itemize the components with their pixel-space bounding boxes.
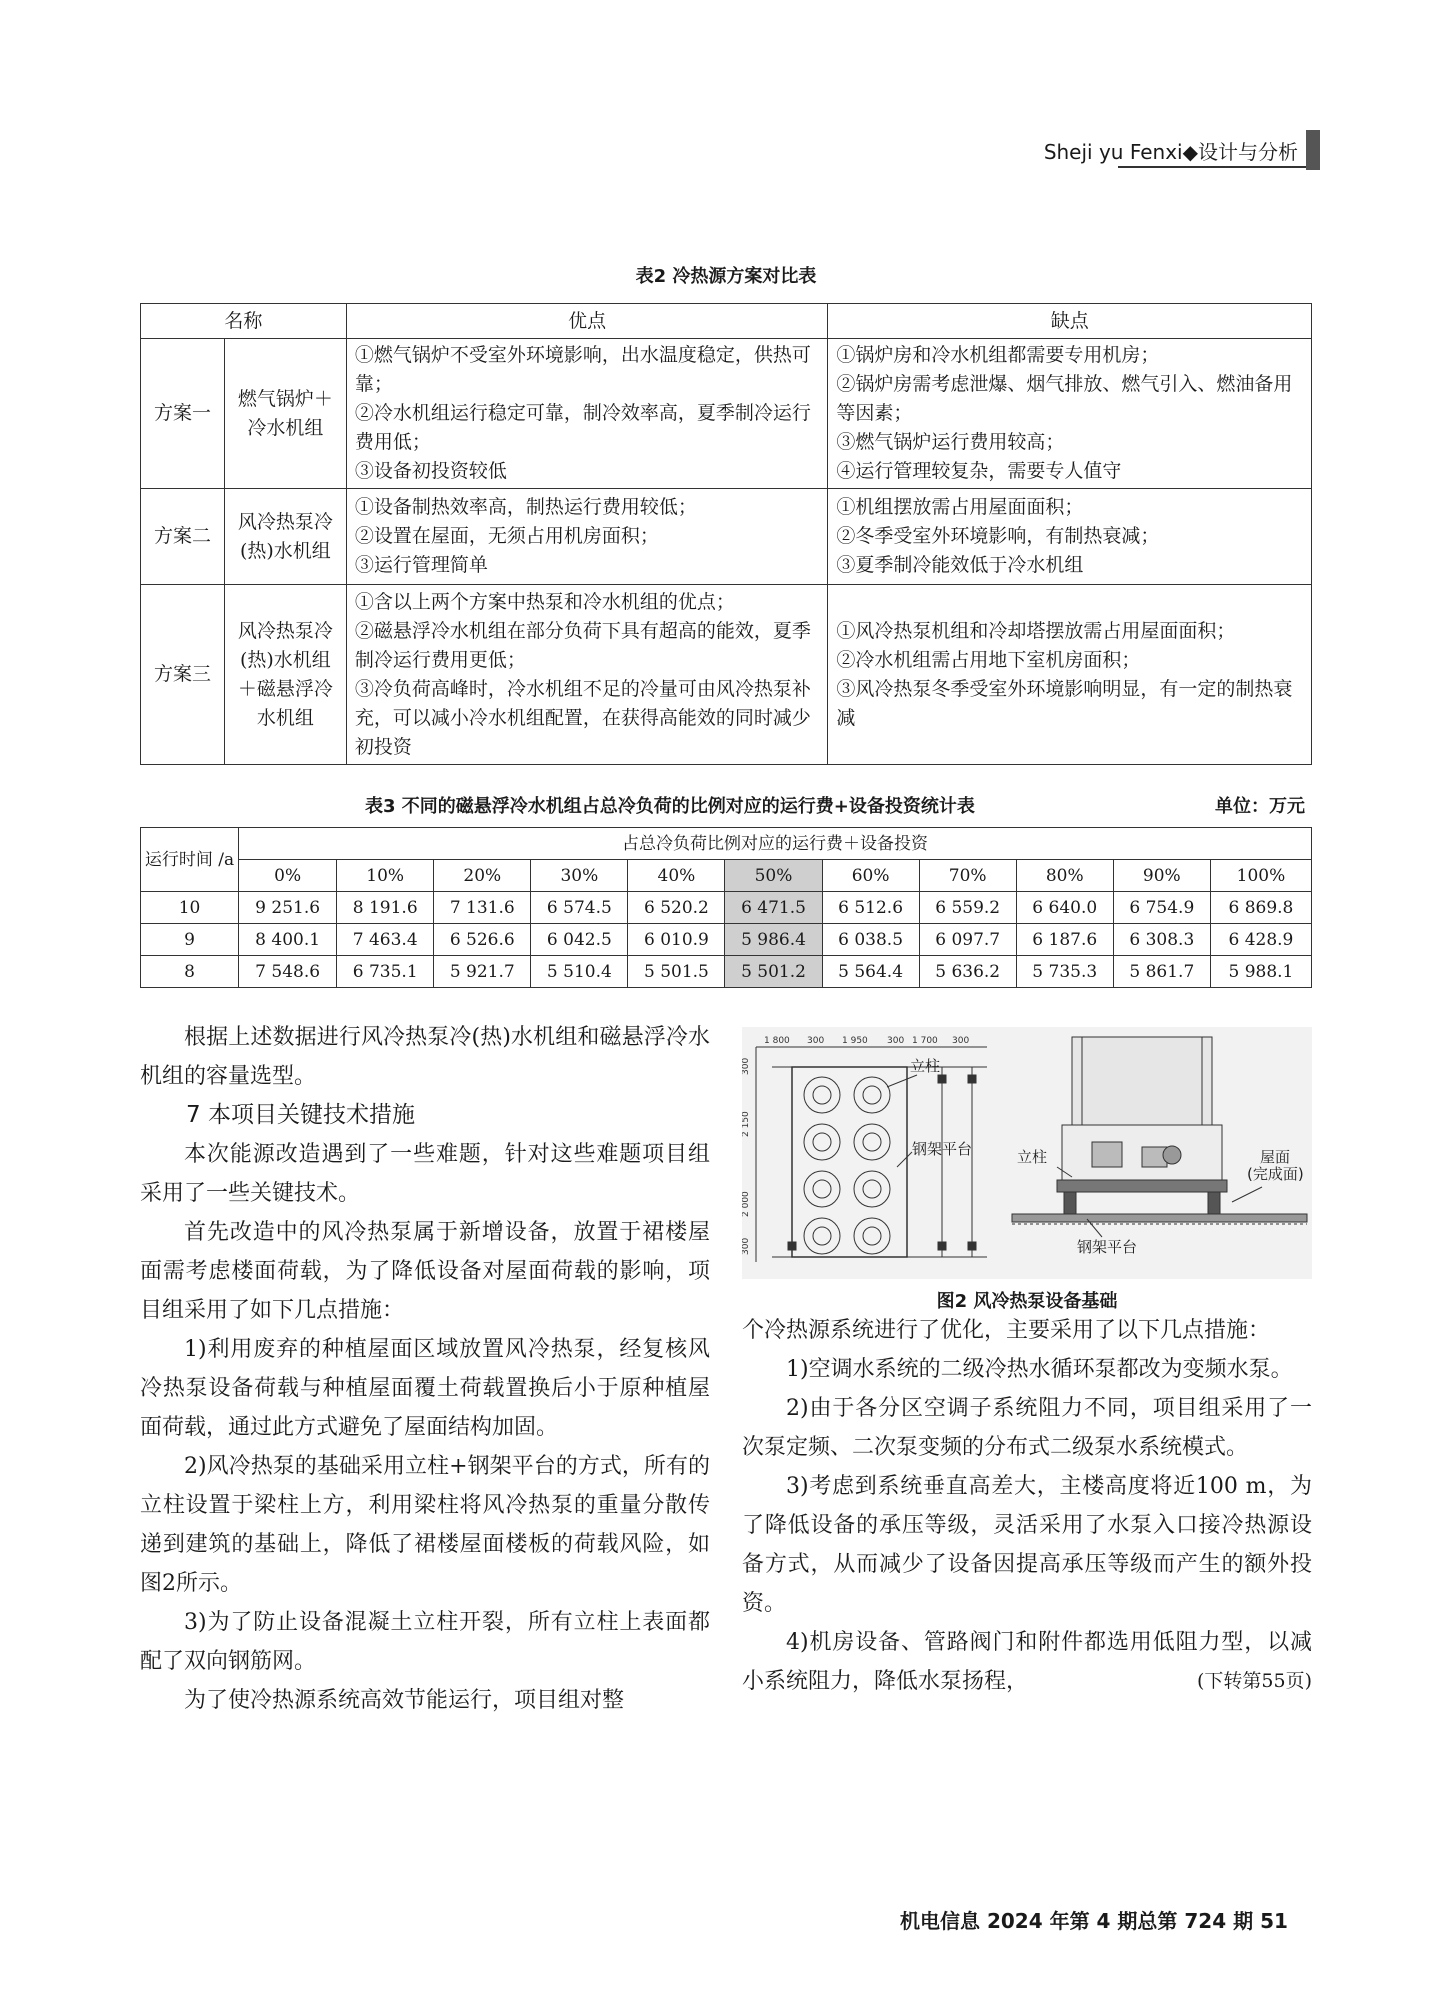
table3-percent-header: 100% <box>1210 860 1311 892</box>
table3-cell: 6 559.2 <box>919 892 1016 924</box>
table3-cell: 8 191.6 <box>337 892 434 924</box>
table2-cons-item: ④运行管理较复杂，需要专人值守 <box>836 460 1122 482</box>
table3-cell: 6 097.7 <box>919 924 1016 956</box>
header-bar <box>1306 130 1320 170</box>
table2-header-name: 名称 <box>141 304 347 339</box>
table3-cell: 6 038.5 <box>822 924 919 956</box>
table2-cons-item: ②锅炉房需考虑泄爆、烟气排放、燃气引入、燃油备用等因素； <box>836 373 1293 424</box>
table2-pros-item: ③运行管理简单 <box>354 554 488 576</box>
page-footer: 机电信息 2024 年第 4 期总第 724 期 51 <box>900 1909 1288 1933</box>
table3-cell: 5 510.4 <box>531 956 628 988</box>
table3-cell: 6 010.9 <box>628 924 725 956</box>
table3-cell: 6 512.6 <box>822 892 919 924</box>
body-paragraph: 2)由于各分区空调子系统阻力不同，项目组采用了一次泵定频、二次泵变频的分布式二级泵水系统模式。 <box>742 1396 1312 1460</box>
table3-cell: 6 428.9 <box>1210 924 1311 956</box>
continued-note: (下转第55页) <box>1196 1670 1312 1692</box>
body-paragraph: 首先改造中的风冷热泵属于新增设备，放置于裙楼屋面需考虑楼面荷载，为了降低设备对屋面荷载的影响，项目组采用了如下几点措施： <box>140 1220 710 1323</box>
figure-2-caption: 图2 风冷热泵设备基础 <box>936 1291 1118 1312</box>
table3-cell: 5 986.4 <box>725 924 822 956</box>
dim-label: 300 <box>742 1237 751 1255</box>
plan-view <box>742 1036 987 1262</box>
table2-pros-item: ②设置在屋面，无须占用机房面积； <box>354 525 659 547</box>
table2-pros-item: ③冷负荷高峰时，冷水机组不足的冷量可由风冷热泵补充，可以减小冷水机组配置，在获得高能效的同时减少初投资 <box>354 677 811 758</box>
table3-cell: 9 251.6 <box>239 892 337 924</box>
table2-pros-cell <box>346 489 828 585</box>
table3-cell: 6 471.5 <box>725 892 822 924</box>
table2-pros-item: ①设备制热效率高，制热运行费用较低； <box>354 496 697 518</box>
table3-cell: 5 988.1 <box>1210 956 1311 988</box>
table3-cell: 6 526.6 <box>434 924 531 956</box>
table2-pros-item: ①含以上两个方案中热泵和冷水机组的优点； <box>354 590 735 613</box>
body-paragraph: 为了使冷热源系统高效节能运行，项目组对整 <box>184 1688 625 1713</box>
table3-cell: 5 501.2 <box>725 956 822 988</box>
table3-percent-header: 50% <box>725 860 822 892</box>
body-paragraph: 3)考虑到系统垂直高差大，主楼高度将近100 m，为了降低设备的承压等级，灵活采用了水泵入口接冷热源设备方式，从而减少了设备因提高承压等级而产生的额外投资。 <box>742 1474 1312 1616</box>
table2-pros-item: ③设备初投资较低 <box>354 460 507 482</box>
dim-label: 300 <box>742 1057 751 1075</box>
body-paragraph <box>742 1623 1312 1701</box>
table3-cell: 6 574.5 <box>531 892 628 924</box>
table3-percent-header: 80% <box>1016 860 1113 892</box>
table2-cons-item: ①机组摆放需占用屋面面积； <box>836 496 1084 518</box>
roof-label: 屋面 <box>1260 1148 1291 1166</box>
elevation-view <box>1012 1037 1307 1256</box>
table3-percent-header: 60% <box>822 860 919 892</box>
table3-cell: 6 520.2 <box>628 892 725 924</box>
table3-cell: 6 735.1 <box>337 956 434 988</box>
body-paragraph: 根据上述数据进行风冷热泵冷(热)水机组和磁悬浮冷水机组的容量选型。 <box>140 1025 710 1089</box>
plan-column-label: 立柱 <box>910 1057 941 1075</box>
table2-pros-cell <box>346 585 828 765</box>
paragraph-text: 4)机房设备、管路阀门和附件都选用低阻力型，以减小系统阻力，降低水泵扬程， <box>742 1630 1312 1694</box>
section-heading: 7 本项目关键技术措施 <box>186 1102 415 1128</box>
right-column <box>742 1311 1312 1701</box>
table3-percent-header: 90% <box>1113 860 1210 892</box>
header-rule <box>1118 166 1306 168</box>
body-paragraph: 1)利用废弃的种植屋面区域放置风冷热泵，经复核风冷热泵设备荷载与种植屋面覆土荷载置换后小于原种植屋面荷载，通过此方式避免了屋面结构加固。 <box>140 1337 710 1440</box>
table3-cell: 6 308.3 <box>1113 924 1210 956</box>
table2-cons-cell <box>828 489 1312 585</box>
dim-label: 2 000 <box>742 1191 751 1217</box>
table2-pros-cell <box>346 339 828 489</box>
table3-cell: 6 042.5 <box>531 924 628 956</box>
dim-label: 1 800 <box>764 1036 790 1046</box>
table2-pros-item: ①燃气锅炉不受室外环境影响，出水温度稳定，供热可靠； <box>354 344 811 395</box>
dim-label: 300 <box>952 1036 970 1046</box>
table3-group-header: 占总冷负荷比例对应的运行费＋设备投资 <box>239 828 1312 860</box>
table3-cell: 5 501.5 <box>628 956 725 988</box>
table3-cell: 6 187.6 <box>1016 924 1113 956</box>
table3-cell: 8 400.1 <box>239 924 337 956</box>
dim-label: 1 700 <box>912 1036 938 1046</box>
table3-cell: 5 636.2 <box>919 956 1016 988</box>
elev-column-label: 立柱 <box>1017 1148 1048 1166</box>
dim-label: 2 150 <box>742 1111 751 1137</box>
table2 <box>140 303 1312 765</box>
table3-unit: 单位：万元 <box>1215 796 1305 817</box>
table3-cell: 7 548.6 <box>239 956 337 988</box>
plan-steel-label: 钢架平台 <box>912 1140 973 1158</box>
table3-header-year: 运行时间 /a <box>141 828 239 892</box>
table2-header-pros: 优点 <box>346 304 828 339</box>
table2-cons-item: ②冬季受室外环境影响，有制热衰减； <box>836 525 1160 547</box>
table3-percent-header: 70% <box>919 860 1016 892</box>
header-text: Sheji yu Fenxi◆设计与分析 <box>1043 140 1298 164</box>
table3-cell: 6 754.9 <box>1113 892 1210 924</box>
table3-cell: 5 861.7 <box>1113 956 1210 988</box>
table3-year: 9 <box>141 924 239 956</box>
table3-percent-header: 40% <box>628 860 725 892</box>
body-paragraph: 2)风冷热泵的基础采用立柱+钢架平台的方式，所有的立柱设置于梁柱上方，利用梁柱将风冷热泵的重量分散传递到建筑的基础上，降低了裙楼屋面楼板的荷载风险，如图2所示。 <box>140 1454 710 1596</box>
table3-percent-header: 20% <box>434 860 531 892</box>
table2-pros-item: ②磁悬浮冷水机组在部分负荷下具有超高的能效，夏季制冷运行费用更低； <box>354 619 811 671</box>
table2-caption: 表2 冷热源方案对比表 <box>635 266 817 287</box>
table3-percent-header: 0% <box>239 860 337 892</box>
table3-cell: 5 564.4 <box>822 956 919 988</box>
dim-label: 300 <box>807 1036 825 1046</box>
elev-steel-label: 钢架平台 <box>1077 1238 1138 1256</box>
table2-cons-item: ③夏季制冷能效低于冷水机组 <box>836 554 1084 576</box>
dim-label: 1 950 <box>842 1036 868 1046</box>
table2-scheme: 方案三 <box>141 585 225 765</box>
table3-cell: 7 463.4 <box>337 924 434 956</box>
table3-year: 8 <box>141 956 239 988</box>
body-paragraph: 个冷热源系统进行了优化，主要采用了以下几点措施： <box>742 1318 1271 1343</box>
table2-header-cons: 缺点 <box>828 304 1312 339</box>
table2-scheme-name: 风冷热泵冷(热)水机组＋磁悬浮冷水机组 <box>224 585 346 765</box>
table2-cons-item: ①风冷热泵机组和冷却塔摆放需占用屋面面积； <box>836 619 1236 642</box>
table2-cons-item: ②冷水机组需占用地下室机房面积； <box>836 648 1141 671</box>
page-header <box>1000 130 1320 170</box>
dim-label: 300 <box>887 1036 905 1046</box>
table3-cell: 6 869.8 <box>1210 892 1311 924</box>
table2-pros-item: ②冷水机组运行稳定可靠，制冷效率高，夏季制冷运行费用低； <box>354 402 811 453</box>
table3-percent-header: 30% <box>531 860 628 892</box>
body-paragraph: 3)为了防止设备混凝土立柱开裂，所有立柱上表面都配了双向钢筋网。 <box>140 1610 710 1674</box>
table3-cell: 5 735.3 <box>1016 956 1113 988</box>
body-paragraph: 本次能源改造遇到了一些难题，针对这些难题项目组采用了一些关键技术。 <box>140 1142 710 1206</box>
table2-scheme: 方案一 <box>141 339 225 489</box>
table2-cons-item: ③风冷热泵冬季受室外环境影响明显，有一定的制热衰减 <box>836 677 1293 729</box>
figure-2 <box>742 1027 1312 1279</box>
table3-cell: 6 640.0 <box>1016 892 1113 924</box>
table2-cons-item: ③燃气锅炉运行费用较高； <box>836 431 1065 453</box>
table3-cell: 5 921.7 <box>434 956 531 988</box>
table3-percent-header: 10% <box>337 860 434 892</box>
table2-scheme: 方案二 <box>141 489 225 585</box>
table2-scheme-name: 风冷热泵冷(热)水机组 <box>224 489 346 585</box>
table2-cons-cell <box>828 339 1312 489</box>
foundation-drawing <box>742 1027 1312 1279</box>
table2-cons-cell <box>828 585 1312 765</box>
table3 <box>140 827 1312 988</box>
table2-cons-item: ①锅炉房和冷水机组都需要专用机房； <box>836 344 1160 366</box>
left-column <box>140 1018 710 1720</box>
body-paragraph: 1)空调水系统的二级冷热水循环泵都改为变频水泵。 <box>786 1357 1293 1382</box>
finished-label: (完成面) <box>1247 1165 1304 1183</box>
table3-cell: 7 131.6 <box>434 892 531 924</box>
table3-caption: 表3 不同的磁悬浮冷水机组占总冷负荷的比例对应的运行费+设备投资统计表 <box>365 796 975 817</box>
fan-grid <box>804 1077 890 1254</box>
table3-year: 10 <box>141 892 239 924</box>
table2-scheme-name: 燃气锅炉＋冷水机组 <box>224 339 346 489</box>
